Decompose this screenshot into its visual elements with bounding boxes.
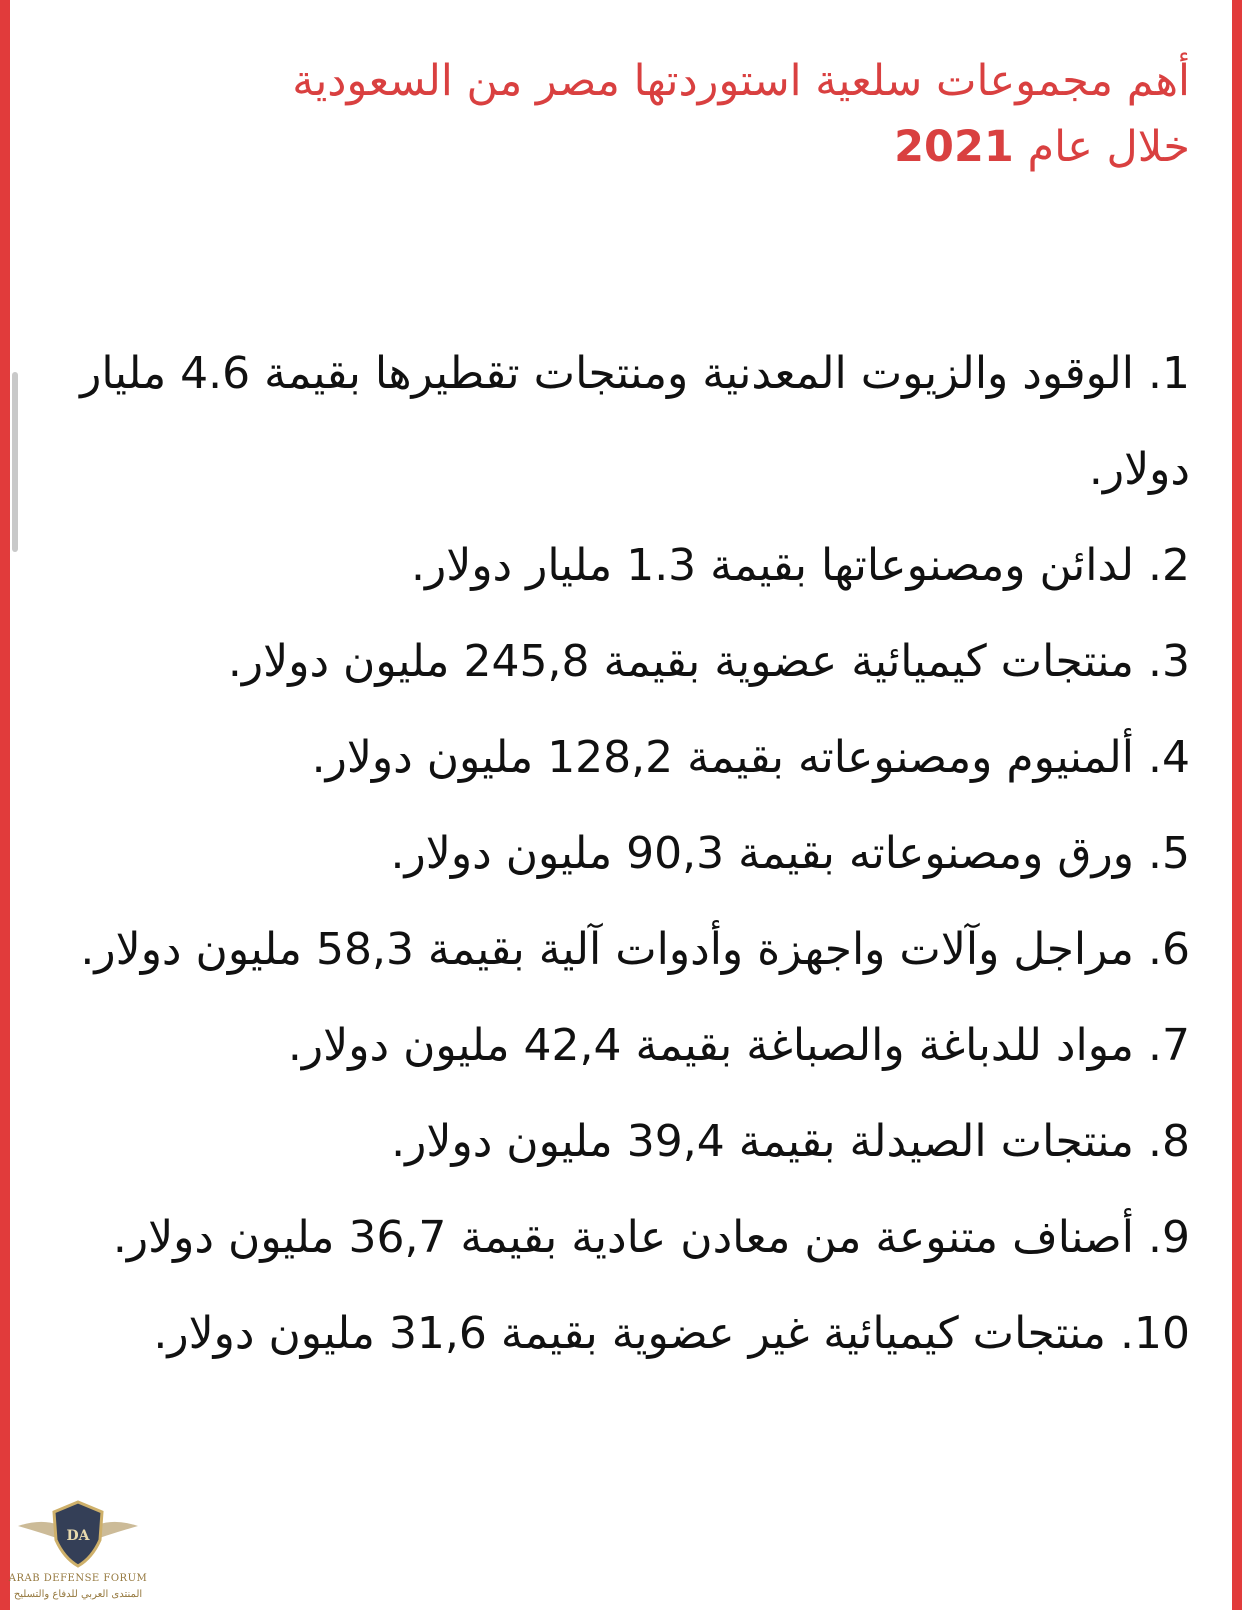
scroll-indicator[interactable] xyxy=(12,372,18,552)
imports-list xyxy=(40,326,1202,1382)
list-item xyxy=(40,710,1190,806)
page-title xyxy=(40,48,1202,180)
list-item-text: لدائن ومصنوعاتها بقيمة 1.3 مليار دولار. xyxy=(410,540,1134,591)
title-line-2-prefix: خلال عام xyxy=(1027,122,1190,172)
left-border xyxy=(0,0,10,1610)
list-item xyxy=(40,1286,1190,1382)
list-item-text: مواد للدباغة والصباغة بقيمة 42,4 مليون دولار. xyxy=(287,1020,1134,1071)
watermark-name-ar: المنتدى العربي للدفاع والتسليح xyxy=(13,1589,143,1600)
list-item-text: ورق ومصنوعاته بقيمة 90,3 مليون دولار. xyxy=(390,828,1134,879)
list-item-text: منتجات كيميائية عضوية بقيمة 245,8 مليون دولار. xyxy=(227,636,1134,687)
list-item-number: 8. xyxy=(1148,1116,1190,1167)
list-item xyxy=(40,1094,1190,1190)
list-item xyxy=(40,518,1190,614)
list-item-number: 3. xyxy=(1148,636,1190,687)
list-item-text: أصناف متنوعة من معادن عادية بقيمة 36,7 مليون دولار. xyxy=(112,1212,1134,1263)
watermark-logo-text: DA xyxy=(66,1528,90,1544)
article-content xyxy=(40,48,1202,1382)
title-line-1: أهم مجموعات سلعية استوردتها مصر من السعودية xyxy=(292,56,1190,106)
list-item-text: منتجات كيميائية غير عضوية بقيمة 31,6 مليون دولار. xyxy=(153,1308,1106,1359)
list-item-number: 6. xyxy=(1148,924,1190,975)
list-item-number: 2. xyxy=(1148,540,1190,591)
list-item-number: 7. xyxy=(1148,1020,1190,1071)
list-item-number: 5. xyxy=(1148,828,1190,879)
list-item-number: 4. xyxy=(1148,732,1190,783)
list-item xyxy=(40,614,1190,710)
list-item-number: 9. xyxy=(1148,1212,1190,1263)
list-item-text: ألمنيوم ومصنوعاته بقيمة 128,2 مليون دولار. xyxy=(311,732,1134,783)
list-item xyxy=(40,806,1190,902)
list-item-number: 1. xyxy=(1148,348,1190,399)
watermark-logo xyxy=(8,1496,148,1606)
list-item-text: الوقود والزيوت المعدنية ومنتجات تقطيرها بقيمة 4.6 مليار دولار. xyxy=(80,348,1190,495)
right-border xyxy=(1232,0,1242,1610)
list-item-text: منتجات الصيدلة بقيمة 39,4 مليون دولار. xyxy=(391,1116,1134,1167)
list-item xyxy=(40,1190,1190,1286)
list-item-text: مراجل وآلات واجهزة وأدوات آلية بقيمة 58,3 مليون دولار. xyxy=(80,924,1134,975)
list-item-number: 10. xyxy=(1120,1308,1190,1359)
watermark-name-en: ARAB DEFENSE FORUM xyxy=(8,1573,148,1584)
title-year: 2021 xyxy=(894,122,1014,172)
shield-icon xyxy=(8,1496,148,1576)
list-item xyxy=(40,326,1190,518)
list-item xyxy=(40,998,1190,1094)
list-item xyxy=(40,902,1190,998)
